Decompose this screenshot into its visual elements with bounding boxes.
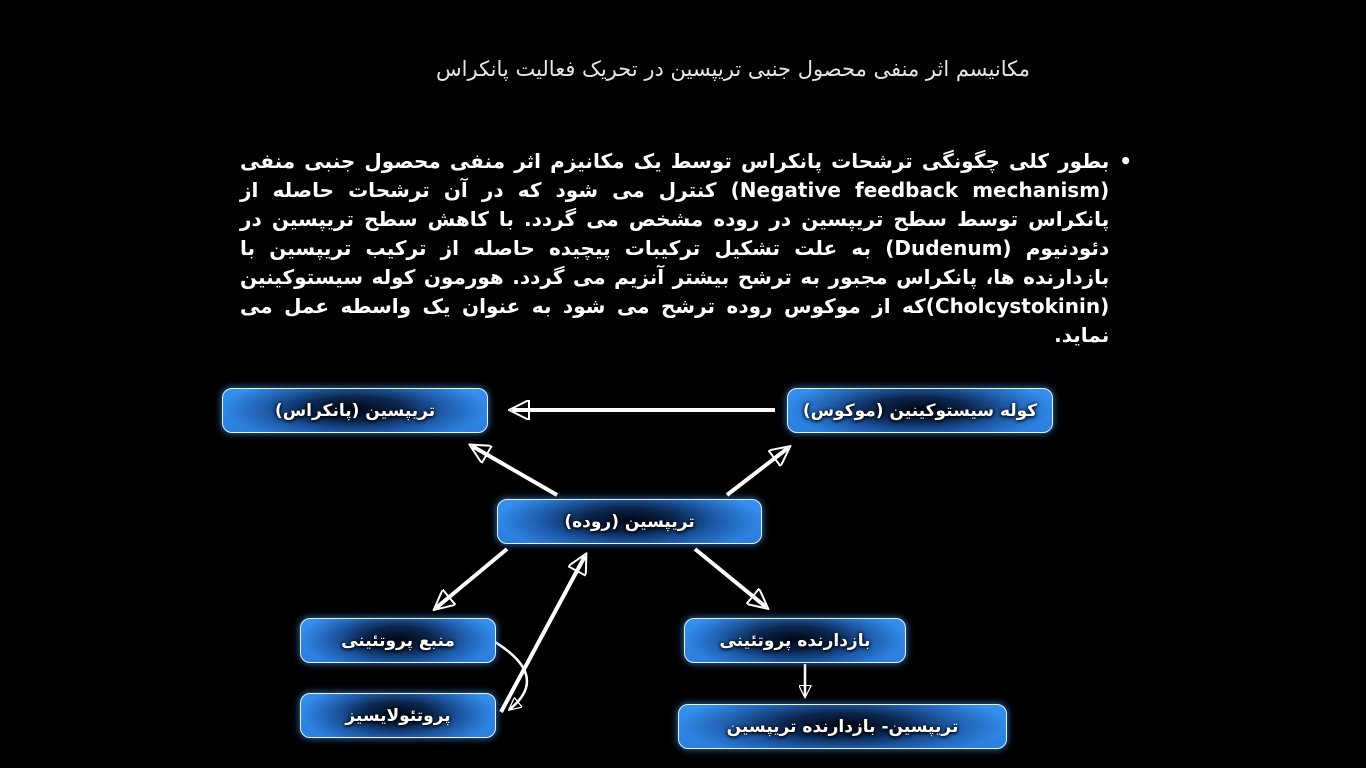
diagram-node-protein-source: منبع پروتئینی — [300, 618, 496, 663]
arrow-intestine-to-cck — [727, 448, 788, 495]
diagram-node-cholecystokinin-mucus: کوله سیستوکینین (موکوس) — [787, 388, 1053, 433]
diagram-node-trypsin-intestine: تریپسین (روده) — [497, 499, 762, 544]
diagram-node-trypsin-inhibitor-complex: تریپسین- بازدارنده تریپسین — [678, 704, 1007, 749]
arrow-intestine-to-protein-source — [436, 549, 507, 608]
arrow-proteolysis-to-intestine — [501, 556, 585, 712]
diagram-node-protein-inhibitor: بازدارنده پروتئینی — [684, 618, 906, 663]
bullet-marker: • — [1119, 149, 1132, 173]
bullet-paragraph: بطور کلی چگونگی ترشحات پانکراس توسط یک مکانیزم اثر منفی محصول جنبی منفی (Negative feedback mechanism) کنترل می شود که در آن ترشحات حاصله از پانکراس توسط سطح تریپسین در روده مشخص می گردد. با کاهش سطح تریپسین در دئودنیوم (Dudenum) به علت تشکیل ترکیبات پیچیده حاصله از ترکیب تریپسین با بازدارنده ها، پانکراس مجبور به ترشح بیشتر آنزیم می گردد. هورمون کوله سیستوکینین (Cholcystokinin)که از موکوس روده ترشح می شود به عنوان یک واسطه عمل می نماید. — [240, 149, 1110, 347]
diagram-node-proteolysis: پروتئولایسیز — [300, 693, 496, 738]
arrow-intestine-to-trypsin-pancreas — [472, 446, 557, 495]
arrow-intestine-to-protein-inhibitor — [695, 549, 766, 607]
diagram-node-trypsin-pancreas: تریپسین (پانکراس) — [222, 388, 488, 433]
slide-title: مکانیسم اثر منفی محصول جنبی تریپسین در تحریک فعالیت پانکراس — [436, 57, 1030, 81]
